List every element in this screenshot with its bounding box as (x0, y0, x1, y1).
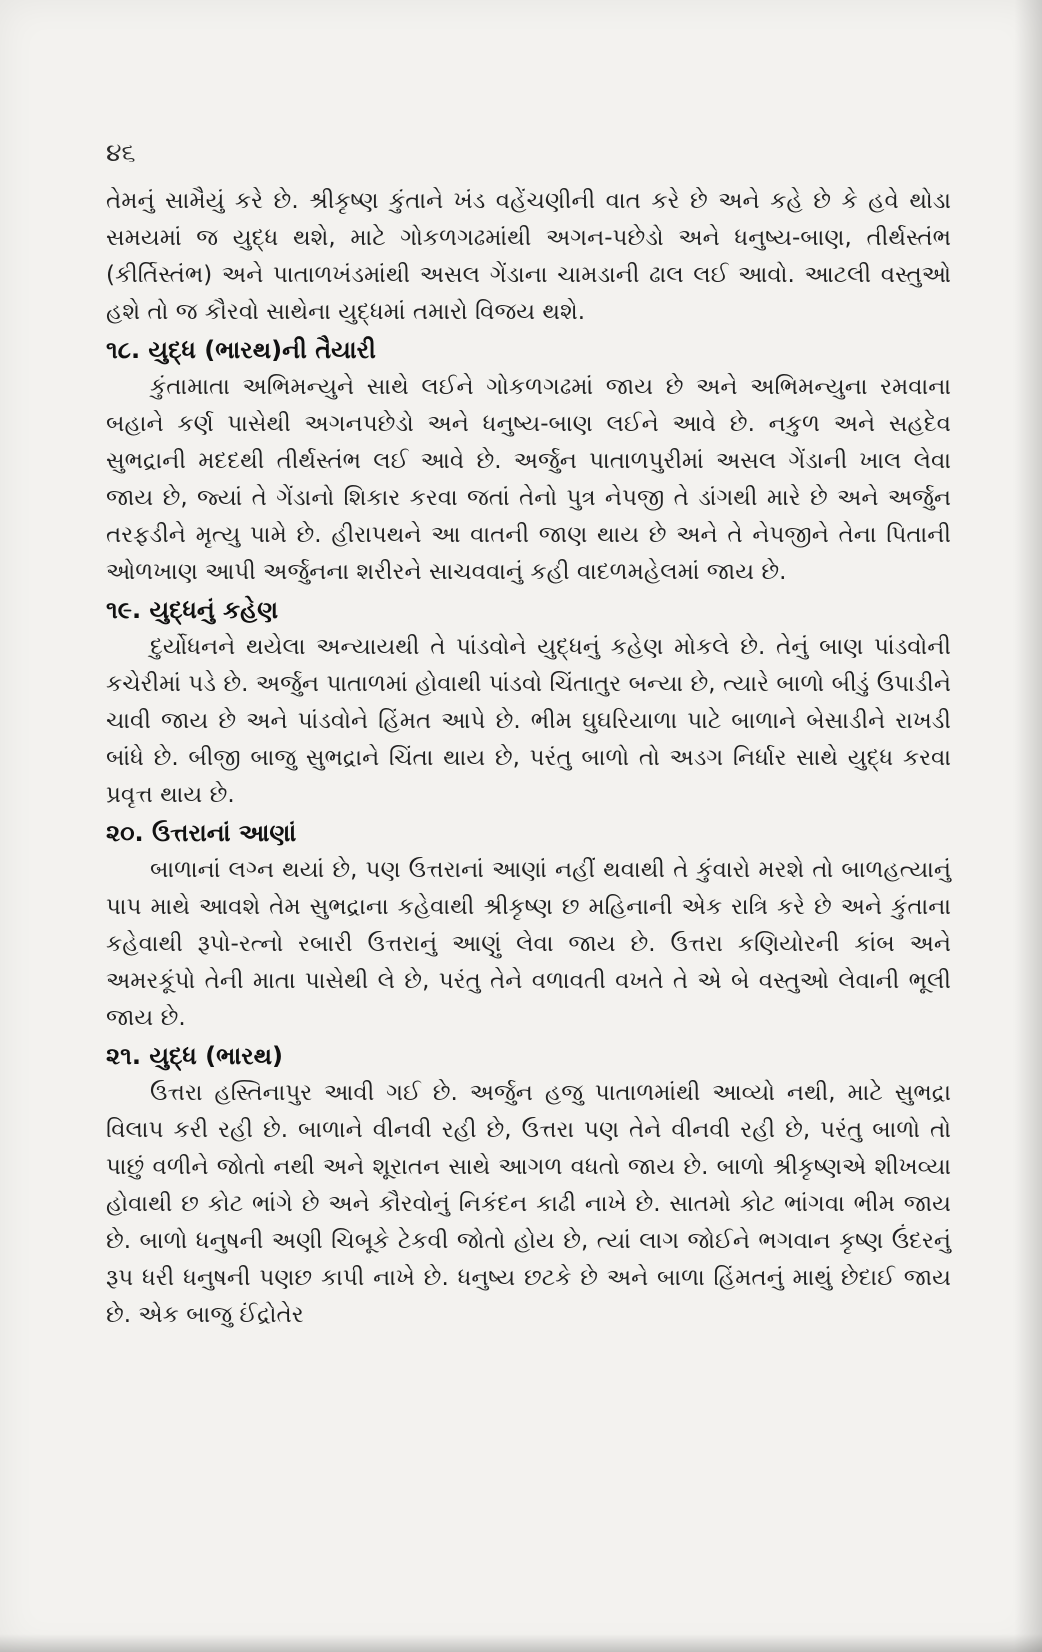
section-heading-19: ૧૯. યુદ્ધનું કહેણ (106, 596, 279, 624)
page-number: ૪૬ (106, 138, 136, 167)
paragraph-section-19: દુર્યોધનને થયેલા અન્યાયથી તે પાંડવોને યુદ્ધનું કહેણ મોકલે છે. તેનું બાણ પાંડવોની કચેરીમાં પડે છે. અર્જુન પાતાળમાં હોવાથી પાંડવો ચિંતાતુર બન્યા છે, ત્યારે બાળો બીડું ઉપાડીને ચાવી જાય છે અને પાંડવોને હિંમત આપે છે. ભીમ ઘુઘરિયાળા પાટે બાળાને બેસાડીને રાખડી બાંધે છે. બીજી બાજુ સુભદ્રાને ચિંતા થાય છે, પરંતુ બાળો તો અડગ નિર્ધાર સાથે યુદ્ધ કરવા પ્રવૃત્ત થાય છે. (106, 634, 951, 808)
page-body (106, 183, 951, 1334)
paragraph-intro: તેમનું સામૈયું કરે છે. શ્રીકૃષ્ણ કુંતાને ખંડ વહેંચણીની વાત કરે છે અને કહે છે કે હવે થોડા સમયમાં જ યુદ્ધ થશે, માટે ગોકળગઢમાંથી અગન-પછેડો અને ધનુષ્ય-બાણ, તીર્થસ્તંભ (કીર્તિસ્તંભ) અને પાતાળખંડમાંથી અસલ ગેંડાના ચામડાની ઢાલ લઈ આવો. આટલી વસ્તુઓ હશે તો જ કૌરવો સાથેના યુદ્ધમાં તમારો વિજય થશે. (106, 188, 951, 325)
section-heading-21: ૨૧. યુદ્ધ (ભારથ) (106, 1042, 283, 1070)
paragraph-section-18: કુંતામાતા અભિમન્યુને સાથે લઈને ગોકળગઢમાં જાય છે અને અભિમન્યુના રમવાના બહાને કર્ણ પાસેથી અગનપછેડો અને ધનુષ્ય-બાણ લઈને આવે છે. નકુળ અને સહદેવ સુભદ્રાની મદદથી તીર્થસ્તંભ લઈ આવે છે. અર્જુન પાતાળપુરીમાં અસલ ગેંડાની ખાલ લેવા જાય છે, જ્યાં તે ગેંડાનો શિકાર કરવા જતાં તેનો પુત્ર નેપજી તે ડાંગથી મારે છે અને અર્જુન તરફડીને મૃત્યુ પામે છે. હીરાપથને આ વાતની જાણ થાય છે અને તે નેપજીને તેના પિતાની ઓળખાણ આપી અર્જુનના શરીરને સાચવવાનું કહી વાદળમહેલમાં જાય છે. (106, 374, 951, 585)
paragraph-section-21: ઉત્તરા હસ્તિનાપુર આવી ગઈ છે. અર્જુન હજુ પાતાળમાંથી આવ્યો નથી, માટે સુભદ્રા વિલાપ કરી રહી છે. બાળાને વીનવી રહી છે, ઉત્તરા પણ તેને વીનવી રહી છે, પરંતુ બાળો તો પાછું વળીને જોતો નથી અને શૂરાતન સાથે આગળ વધતો જાય છે. બાળો શ્રીકૃષ્ણએ શીખવ્યા હોવાથી છ કોટ ભાંગે છે અને કૌરવોનું નિકંદન કાઢી નાખે છે. સાતમો કોટ ભાંગવા ભીમ જાય છે. બાળો ધનુષની અણી ચિબૂકે ટેકવી જોતો હોય છે, ત્યાં લાગ જોઈને ભગવાન કૃષ્ણ ઉંદરનું રૂપ ધરી ધનુષની પણછ કાપી નાખે છે. ધનુષ્ય છટકે છે અને બાળા હિંમતનું માથું છેદાઈ જાય છે. એક બાજુ ઈંદ્રોતેર (106, 1080, 951, 1328)
page-bottom-shadow (0, 1634, 1042, 1652)
page-edge-shadow (1014, 0, 1042, 1652)
paragraph-section-20: બાળાનાં લગ્ન થયાં છે, પણ ઉત્તરાનાં આણાં નહીં થવાથી તે કુંવારો મરશે તો બાળહત્યાનું પાપ માથે આવશે તેમ સુભદ્રાના કહેવાથી શ્રીકૃષ્ણ છ મહિનાની એક રાત્રિ કરે છે અને કુંતાના કહેવાથી રૂપો-રત્નો રબારી ઉત્તરાનું આણું લેવા જાય છે. ઉત્તરા કણિયોરની કાંબ અને અમરકૂંપો તેની માતા પાસેથી લે છે, પરંતુ તેને વળાવતી વખતે તે એ બે વસ્તુઓ લેવાની ભૂલી જાય છે. (106, 857, 951, 1031)
section-heading-20: ૨૦. ઉત્તરાનાં આણાં (106, 819, 297, 847)
section-heading-18: ૧૮. યુદ્ધ (ભારથ)ની તૈયારી (106, 336, 376, 364)
